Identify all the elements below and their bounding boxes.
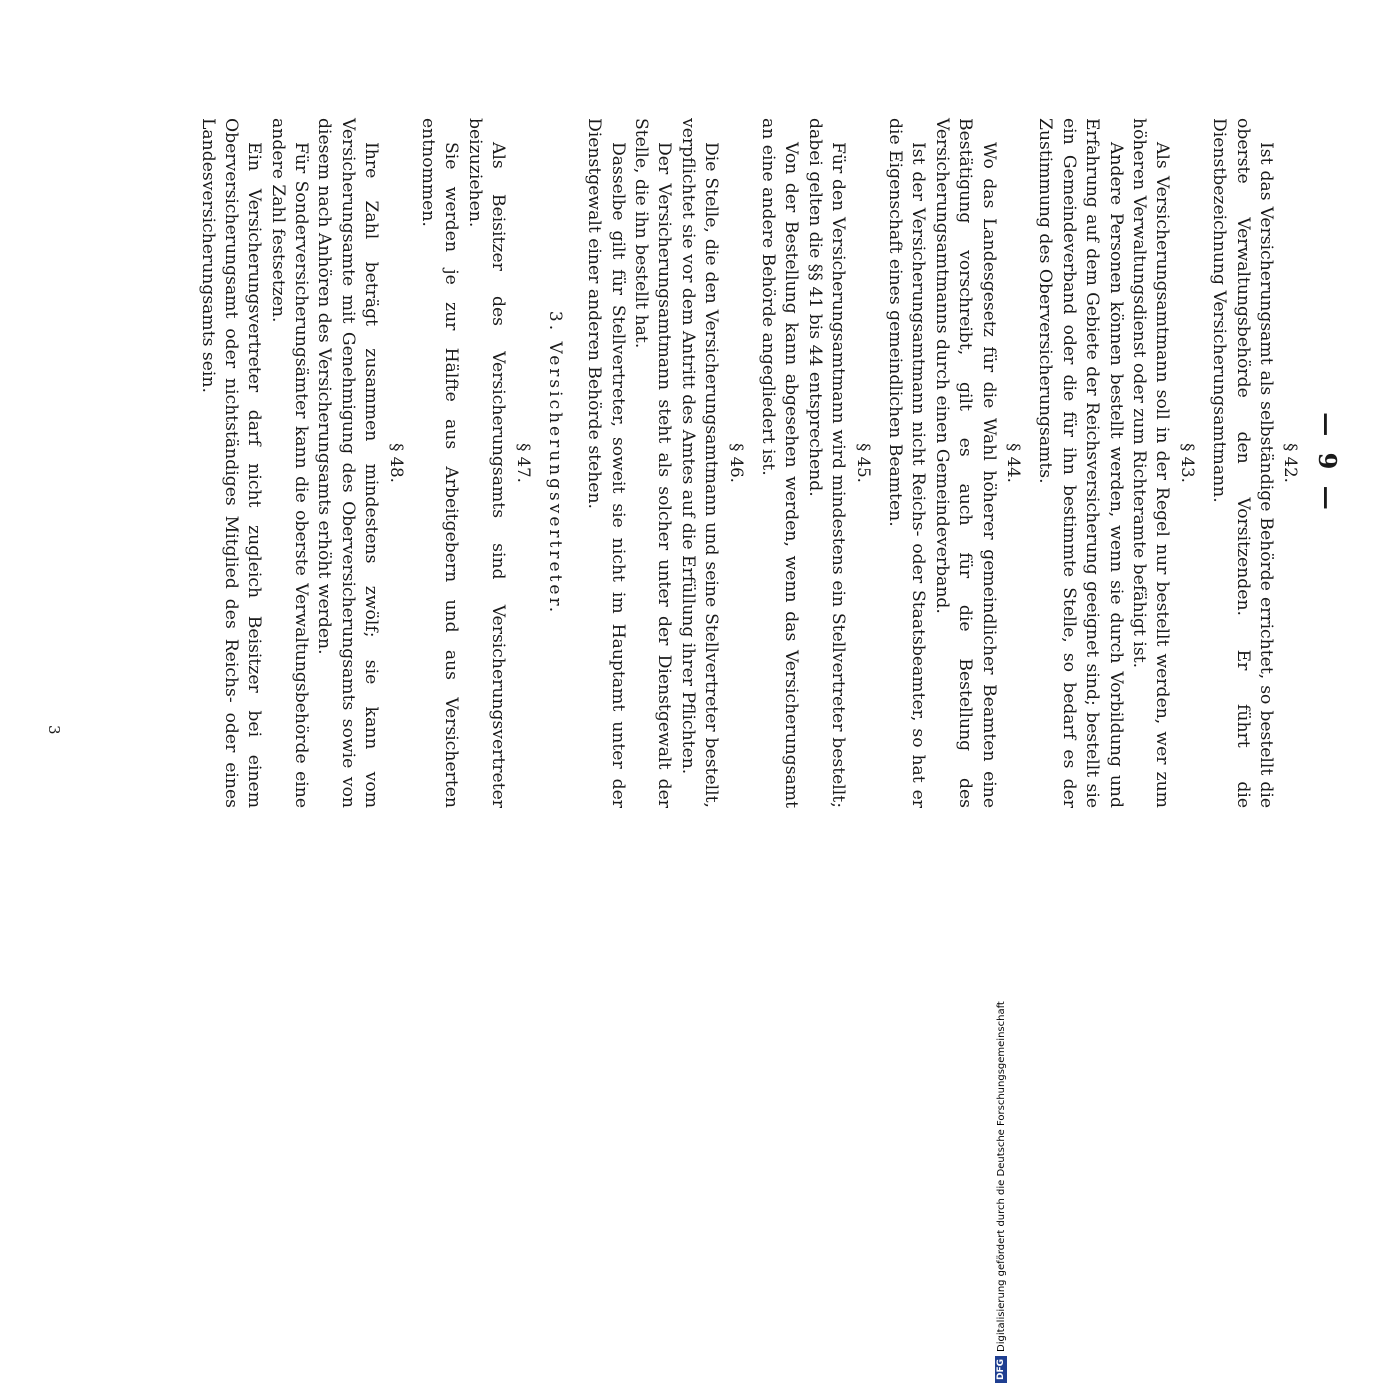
section-title: 3. Versicherungsvertreter. xyxy=(544,310,565,616)
paragraph-text: Die Stelle, die den Versicherungsamtmann und seine Stellvertreter bestellt, verpflichtet sie vor dem Antritt des Amtes auf die Erfüllung ihrer Pflichten. xyxy=(677,118,722,808)
paragraph-heading: § 48. xyxy=(386,443,406,483)
section-44 xyxy=(883,118,1024,808)
page-number: — 9 — xyxy=(1313,412,1342,514)
sheet-signature-mark: 3 xyxy=(45,725,63,735)
paragraph-text: Ist der Versicherungsamtmann nicht Reichs- oder Staatsbeamter, so hat er die Eigenschaft eines gemeindlichen Beamten. xyxy=(884,118,929,808)
paragraph-text: Ihre Zahl beträgt zusammen mindestens zwölf; sie kann vom Versicherungsamte mit Genehmigung des Oberversicherungsamts sowie von diesem nach Anhören des Versicherungsamts erhöht werden. xyxy=(314,118,382,808)
paragraph-text: Wo das Landesgesetz für die Wahl höherer gemeindlicher Beamten eine Bestätigung vorschreibt, gilt es auch für die Bestellung des Versicherungsamtmanns durch einen Gemeindeverband. xyxy=(931,118,999,808)
paragraph-text: Von der Bestellung kann abgesehen werden, wenn das Versicherungsamt an eine andere Behörde angegliedert ist. xyxy=(757,118,802,808)
paragraph-heading: § 42. xyxy=(1281,443,1301,483)
dfg-logo: DFG xyxy=(995,1356,1007,1383)
paragraph-heading: § 43. xyxy=(1177,443,1197,483)
paragraph-text: Andere Personen können bestellt werden, wenn sie durch Vorbildung und Erfahrung auf dem Gebiete der Reichsversicherung geeignet sind; bestellt sie ein Gemeindeverband oder die für ihn bestimmte Stelle, so bedarf es der Zustimmung des Oberversicherungsamts. xyxy=(1035,118,1126,808)
section-42 xyxy=(1207,118,1302,808)
paragraph-text: Als Versicherungsamtmann soll in der Regel nur bestellt werden, wer zum höheren Verwaltungsdienst oder zum Richteramte befähigt ist. xyxy=(1128,118,1173,808)
section-47 xyxy=(416,118,566,808)
paragraph-heading: § 47. xyxy=(513,443,533,483)
paragraph-text: Für den Versicherungsamtmann wird mindestens ein Stellvertreter bestellt; dabei gelten die §§ 41 bis 44 entsprechend. xyxy=(804,118,849,808)
paragraph-text: Sie werden je zur Hälfte aus Arbeitgebern und aus Versicherten entnommen. xyxy=(418,118,462,808)
paragraph-heading: § 45. xyxy=(853,443,873,483)
paragraph-heading: § 46. xyxy=(726,443,746,483)
paragraph-text: Als Beisitzer des Versicherungsamts sind Versicherungsvertreter beizuziehen. xyxy=(464,118,509,808)
section-46 xyxy=(582,118,747,808)
section-43 xyxy=(1033,118,1198,808)
paragraph-text: Ein Versicherungsvertreter darf nicht zugleich Beisitzer bei einem Oberversicherungsamt oder nichtständiges Mitglied des Reichs- oder eines Landesversicherungsamts sein. xyxy=(197,118,265,808)
digitization-credit xyxy=(993,988,1009,1383)
paragraph-heading: § 44. xyxy=(1003,443,1023,483)
section-45 xyxy=(756,118,874,808)
paragraph-text: Der Versicherungsamtmann steht als solcher unter der Dienstgewalt der Stelle, die ihn bestellt hat. xyxy=(630,118,675,808)
credit-text: Digitalisierung gefördert durch die Deutsche Forschungsgemeinschaft xyxy=(995,1001,1007,1352)
section-48 xyxy=(195,118,407,808)
paragraph-text: Dasselbe gilt für Stellvertreter, soweit sie nicht im Hauptamt unter der Dienstgewalt einer anderen Behörde stehen. xyxy=(584,118,628,808)
paragraph-text: Ist das Versicherungsamt als selbständige Behörde errichtet, so bestellt die oberste Verwaltungsbehörde den Vorsitzenden. Er führt die Dienstbezeichnung Versicherungsamtmann. xyxy=(1209,118,1276,808)
page-content xyxy=(195,118,1343,808)
paragraph-text: Für Sonderversicherungsämter kann die oberste Verwaltungsbehörde eine andere Zahl festsetzen. xyxy=(267,118,312,808)
